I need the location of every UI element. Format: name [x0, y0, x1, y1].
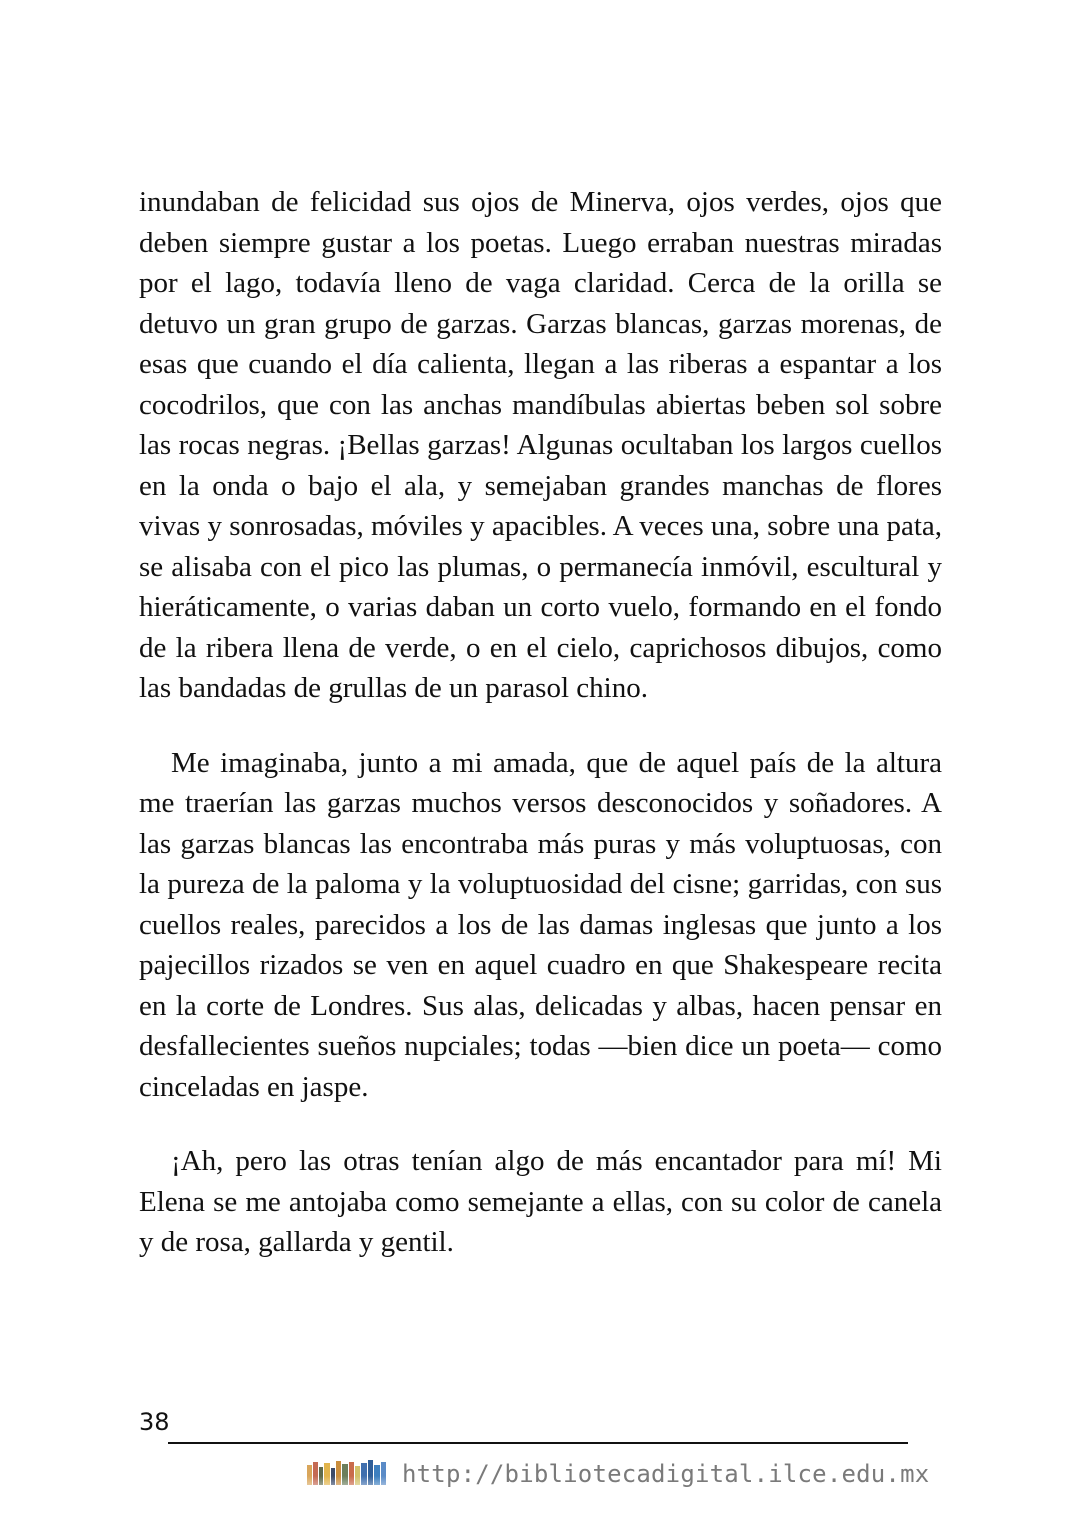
page-number: 38 — [139, 1408, 170, 1436]
footer-rule — [168, 1442, 908, 1444]
paragraph-1: inundaban de felicidad sus ojos de Minerva, ojos verdes, ojos que deben siempre gustar a los poetas. Luego erraban nuestras miradas por el lago, todavía lleno de vaga claridad. Cerca de la orilla se detuvo un gran grupo de garzas. Garzas blancas, garzas morenas, de esas que cuando el día calienta, llegan a las riberas a espantar a los cocodrilos, que con las anchas mandíbulas abiertas beben sol sobre las rocas negras. ¡Bellas garzas! Algunas ocultaban los largos cuellos en la onda o bajo el ala, y semejaban grandes manchas de flores vivas y sonrosadas, móviles y apacibles. A veces una, sobre una pata, se alisaba con el pico las plumas, o permanecía inmóvil, escultural y hieráticamente, o varias daban un corto vuelo, formando en el fondo de la ribera llena de verde, o en el cielo, caprichosos dibujos, como las bandadas de grullas de un parasol chino. — [139, 186, 942, 704]
footer-url[interactable]: http://bibliotecadigital.ilce.edu.mx — [402, 1460, 930, 1488]
book-spines-logo-icon — [305, 1452, 391, 1494]
paragraph-2: Me imaginaba, junto a mi amada, que de aquel país de la altura me traerían las garzas muchos versos desconocidos y soñadores. A las garzas blancas las encontraba más puras y más voluptuosas, con la pureza de la paloma y la voluptuosidad del cisne; garridas, con sus cuellos reales, parecidos a los de las damas inglesas que junto a los pajecillos rizados se ven en aquel cuadro en que Shakespeare recita en la corte de Londres. Sus alas, delicadas y albas, hacen pensar en desfallecientes sueños nupciales; todas —bien dice un poeta— como cinceladas en jaspe. — [139, 746, 942, 1103]
page-body — [139, 182, 942, 1263]
paragraph-3: ¡Ah, pero las otras tenían algo de más encantador para mí! Mi Elena se me antojaba como semejante a ellas, con su color de canela y de rosa, gallarda y gentil. — [139, 1145, 942, 1258]
